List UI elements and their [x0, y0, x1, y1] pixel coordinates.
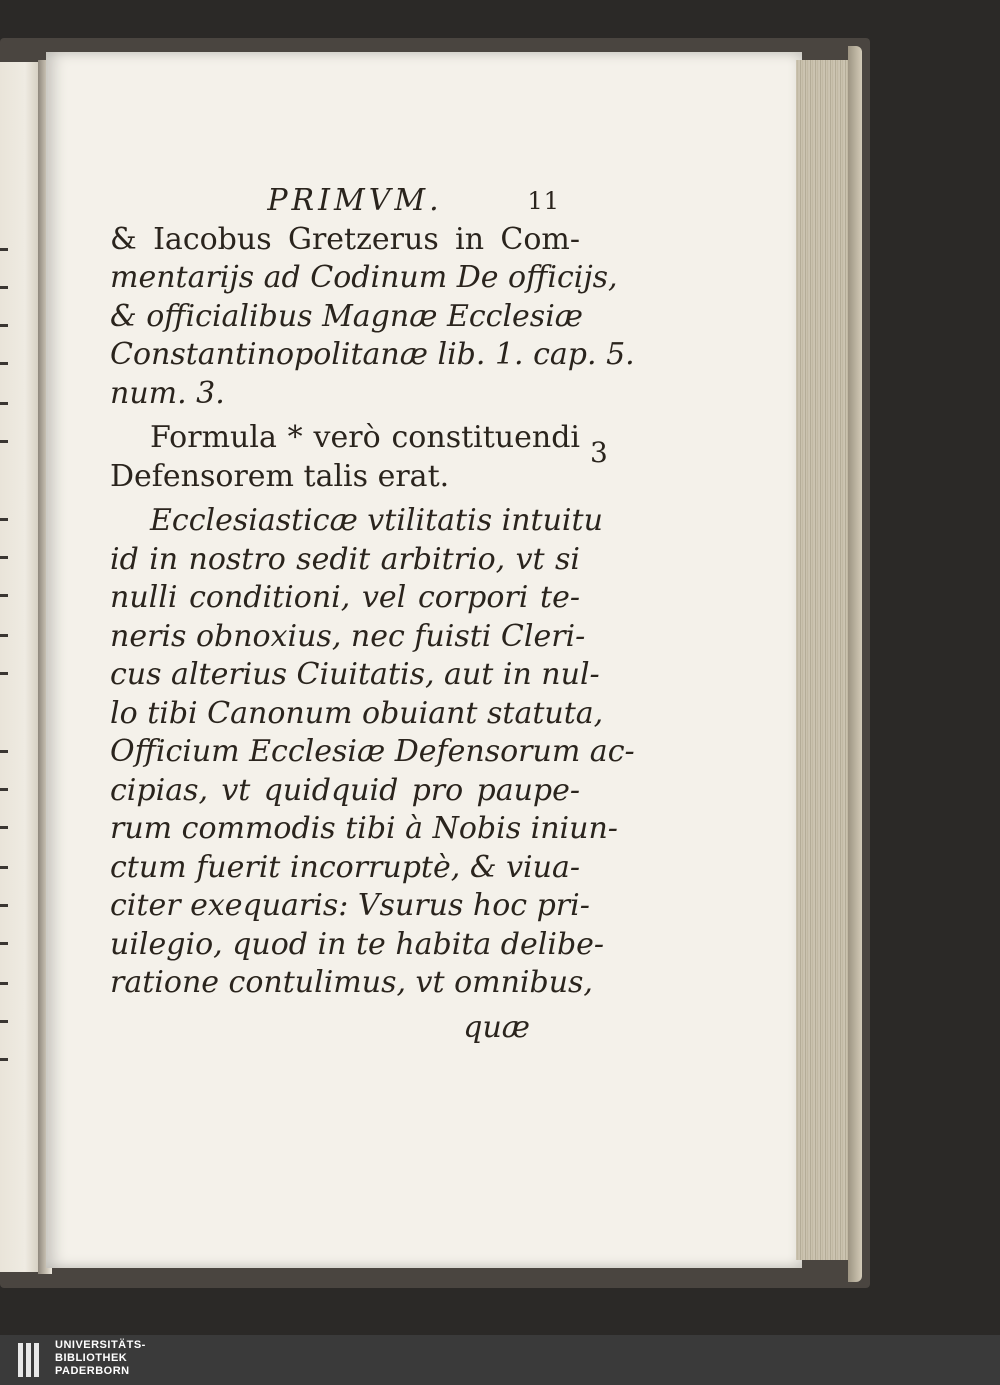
margin-note: 3 — [590, 436, 608, 469]
library-name-line: PADERBORN — [55, 1365, 130, 1377]
library-name-line: UNIVERSITÄTS- — [55, 1339, 146, 1351]
text-line: num. 3. — [110, 375, 225, 411]
text-line: cipias, vt quidquid pro paupe- — [110, 772, 580, 808]
library-footer — [0, 1335, 1000, 1385]
text-line: Formula * verò constituendi — [150, 420, 580, 455]
text-line: Defensorem talis erat. — [110, 458, 450, 494]
left-page-edge — [0, 62, 42, 1272]
running-header — [110, 182, 580, 221]
text-line: mentarijs ad Codinum De officijs, — [110, 260, 618, 295]
page-number: 11 — [527, 187, 560, 215]
text-line: id in nostro sedit arbitrio, vt si — [110, 541, 580, 577]
library-name-line: BIBLIOTHEK — [55, 1352, 128, 1364]
library-columns-icon — [18, 1343, 46, 1377]
text-line: Constantinopolitanæ lib. 1. cap. 5. — [110, 337, 635, 372]
text-line: citer exequaris: Vsurus hoc pri- — [110, 888, 590, 923]
text-line: & officialibus Magnæ Ecclesiæ — [110, 298, 583, 334]
text-line: Ecclesiasticæ vtilitatis intuitu — [150, 503, 603, 538]
catchword: quæ — [463, 1009, 530, 1045]
book-cover-edge — [848, 46, 862, 1282]
text-line: ratione contulimus, vt omnibus, — [110, 965, 593, 1000]
text-line: nulli conditioni, vel corpori te- — [110, 580, 580, 615]
text-line: ctum fuerit incorruptè, & viua- — [110, 849, 580, 885]
header-title: PRIMVM. — [267, 183, 443, 218]
text-line: Officium Ecclesiæ Defensorum ac- — [110, 734, 635, 769]
page-text — [110, 182, 635, 1047]
text-line: uilegio, quod in te habita delibe- — [110, 926, 605, 962]
text-line: rum commodis tibi à Nobis iniun- — [110, 811, 618, 846]
text-line: cus alterius Ciuitatis, aut in nul- — [110, 657, 600, 692]
text-line: neris obnoxius, nec fuisti Cleri- — [110, 618, 586, 654]
text-line: & Iacobus Gretzerus in Com- — [110, 221, 580, 257]
text-line: lo tibi Canonum obuiant statuta, — [110, 695, 604, 731]
library-name — [55, 1339, 146, 1378]
